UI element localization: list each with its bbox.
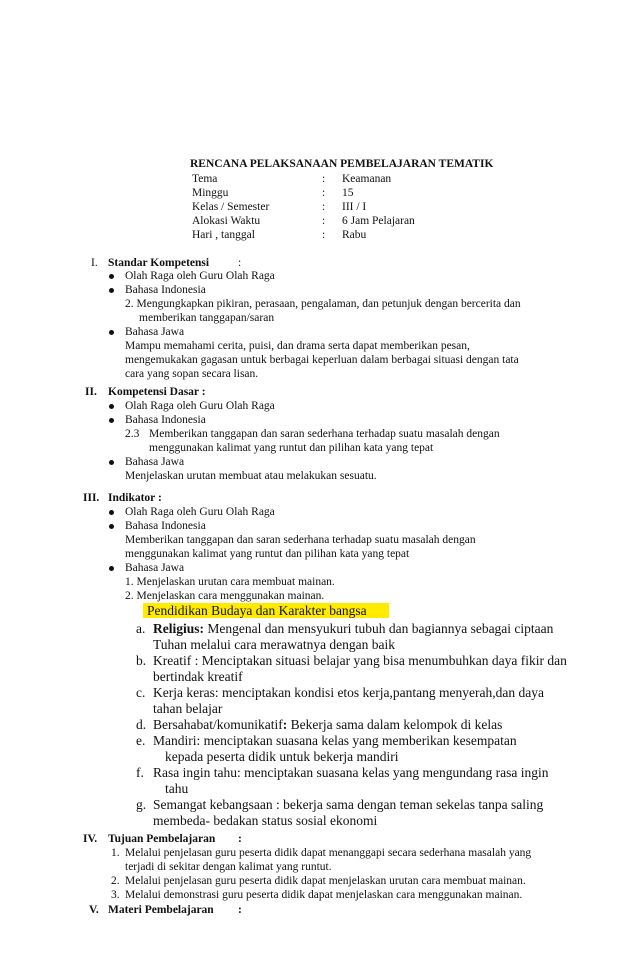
info-label-tema: Tema xyxy=(192,173,218,185)
info-colon: : xyxy=(322,215,326,227)
bullet-icon xyxy=(109,404,114,409)
karakter-colon: : xyxy=(282,717,288,732)
karakter-letter: f. xyxy=(136,765,144,780)
karakter-item-bersahabat xyxy=(153,716,502,733)
section-heading-materi: Materi Pembelajaran xyxy=(108,904,214,916)
bullet-icon xyxy=(109,330,114,335)
list-item: Bahasa Indonesia xyxy=(125,520,206,532)
info-colon: : xyxy=(322,173,326,185)
section-number: I. xyxy=(91,257,98,269)
list-item: Olah Raga oleh Guru Olah Raga xyxy=(125,270,275,282)
karakter-text: Rasa ingin tahu: menciptakan suasana kelas yang mengundang rasa ingin xyxy=(153,765,549,780)
section-heading-standar-kompetensi: Standar Kompetensi xyxy=(108,257,210,269)
section-colon: : xyxy=(238,257,242,269)
info-colon: : xyxy=(322,229,326,241)
list-item-text: 2. Menjelaskan cara menggunakan mainan. xyxy=(125,590,325,602)
info-value-alokasi: 6 Jam Pelajaran xyxy=(342,215,415,227)
section-heading-kompetensi-dasar: Kompetensi Dasar : xyxy=(108,386,206,398)
section-number: V. xyxy=(89,904,99,916)
list-item: Bahasa Jawa xyxy=(125,456,185,468)
karakter-text: Kerja keras: menciptakan kondisi etos kerja,pantang menyerah,dan daya xyxy=(153,685,544,700)
list-item: Olah Raga oleh Guru Olah Raga xyxy=(125,506,275,518)
karakter-item-religius xyxy=(153,620,553,637)
bullet-icon xyxy=(109,510,114,515)
list-item-number: 2.3 xyxy=(125,428,140,440)
list-item-text: Melalui penjelasan guru peserta didik dapat menanggapi secara sederhana masalah yang xyxy=(125,847,532,859)
section-number: II. xyxy=(85,386,97,398)
bullet-icon xyxy=(109,566,114,571)
list-item-text: Melalui penjelasan guru peserta didik dapat menjelaskan urutan cara membuat mainan. xyxy=(125,875,526,887)
karakter-keyword: Religius: xyxy=(153,621,205,636)
list-item: Bahasa Jawa xyxy=(125,326,185,338)
list-item-text: memberikan tanggapan/saran xyxy=(139,312,275,324)
list-item-text: Memberikan tanggapan dan saran sederhana terhadap suatu masalah dengan xyxy=(149,428,500,440)
list-item-text: menggunakan kalimat yang runtut dan pilihan kata yang tepat xyxy=(149,442,434,454)
section-heading-tujuan: Tujuan Pembelajaran xyxy=(108,833,216,845)
section-number: IV. xyxy=(83,833,98,845)
karakter-text: bertindak kreatif xyxy=(153,669,243,684)
list-item-text: cara yang sopan secara lisan. xyxy=(125,368,259,380)
karakter-text: Mandiri: menciptakan suasana kelas yang memberikan kesempatan xyxy=(153,733,517,748)
karakter-letter: e. xyxy=(136,733,146,748)
bullet-icon xyxy=(109,288,114,293)
karakter-text: kepada peserta didik untuk bekerja mandiri xyxy=(165,749,399,764)
list-item-text: Menjelaskan urutan membuat atau melakukan sesuatu. xyxy=(125,470,377,482)
list-item: Bahasa Jawa xyxy=(125,562,185,574)
karakter-letter: g. xyxy=(136,797,147,812)
document-title: RENCANA PELAKSANAAN PEMBELAJARAN TEMATIK xyxy=(190,158,494,170)
list-item-text: Memberikan tanggapan dan saran sederhana terhadap suatu masalah dengan xyxy=(125,534,476,546)
karakter-text: Tuhan melalui cara merawatnya dengan baik xyxy=(153,637,396,652)
list-item-text: menggunakan kalimat yang runtut dan pilihan kata yang tepat xyxy=(125,548,410,560)
karakter-heading-text: Pendidikan Budaya dan Karakter bangsa xyxy=(143,603,389,618)
list-item: Olah Raga oleh Guru Olah Raga xyxy=(125,400,275,412)
karakter-text: Semangat kebangsaan : bekerja sama dengan teman sekelas tanpa saling xyxy=(153,797,544,812)
info-colon: : xyxy=(322,187,326,199)
karakter-letter: b. xyxy=(136,653,147,668)
karakter-letter: c. xyxy=(136,685,146,700)
info-label-hari: Hari , tanggal xyxy=(192,229,255,241)
karakter-heading xyxy=(143,602,389,619)
info-value-kelas: III / I xyxy=(342,201,367,213)
section-colon: : xyxy=(238,904,242,916)
list-item: Bahasa Indonesia xyxy=(125,414,206,426)
info-value-tema: Keamanan xyxy=(342,173,392,185)
section-number: III. xyxy=(83,492,100,504)
section-heading-indikator: Indikator : xyxy=(108,492,162,504)
bullet-icon xyxy=(109,524,114,529)
karakter-letter: d. xyxy=(136,717,147,732)
list-item-text: terjadi di sekitar dengan kalimat yang runtut. xyxy=(125,861,332,873)
info-value-minggu: 15 xyxy=(342,187,354,199)
karakter-text: Kreatif : Menciptakan situasi belajar yang bisa menumbuhkan daya fikir dan xyxy=(153,653,567,668)
bullet-icon xyxy=(109,460,114,465)
karakter-text: Mengenal dan mensyukuri tubuh dan bagiannya sebagai ciptaan xyxy=(204,621,554,636)
section-colon: : xyxy=(238,833,242,845)
bullet-icon xyxy=(109,274,114,279)
karakter-keyword: Bersahabat/komunikatif xyxy=(153,717,283,732)
list-item-text: 2. Mengungkapkan pikiran, perasaan, pengalaman, dan petunjuk dengan bercerita dan xyxy=(125,298,521,310)
karakter-text: tahu xyxy=(165,781,189,796)
list-item-text: mengemukakan gagasan untuk berbagai keperluan dalam berbagai situasi dengan tata xyxy=(125,354,519,366)
karakter-letter: a. xyxy=(136,621,146,636)
list-item-text: Melalui demonstrasi guru peserta didik dapat menjelaskan cara menggunakan mainan. xyxy=(125,889,523,901)
list-item-text: Mampu memahami cerita, puisi, dan drama serta dapat memberikan pesan, xyxy=(125,340,470,352)
list-item-number: 3. xyxy=(111,889,120,901)
karakter-text: tahan belajar xyxy=(153,701,223,716)
list-item-number: 2. xyxy=(111,875,120,887)
info-value-hari: Rabu xyxy=(342,229,367,241)
list-item-number: 1. xyxy=(111,847,120,859)
info-colon: : xyxy=(322,201,326,213)
info-label-minggu: Minggu xyxy=(192,187,229,199)
list-item: Bahasa Indonesia xyxy=(125,284,206,296)
bullet-icon xyxy=(109,418,114,423)
list-item-text: 1. Menjelaskan urutan cara membuat mainan. xyxy=(125,576,335,588)
info-label-kelas: Kelas / Semester xyxy=(192,201,270,213)
karakter-text: Bekerja sama dalam kelompok di kelas xyxy=(287,717,503,732)
info-label-alokasi: Alokasi Waktu xyxy=(192,215,261,227)
karakter-text: membeda- bedakan status sosial ekonomi xyxy=(153,813,378,828)
